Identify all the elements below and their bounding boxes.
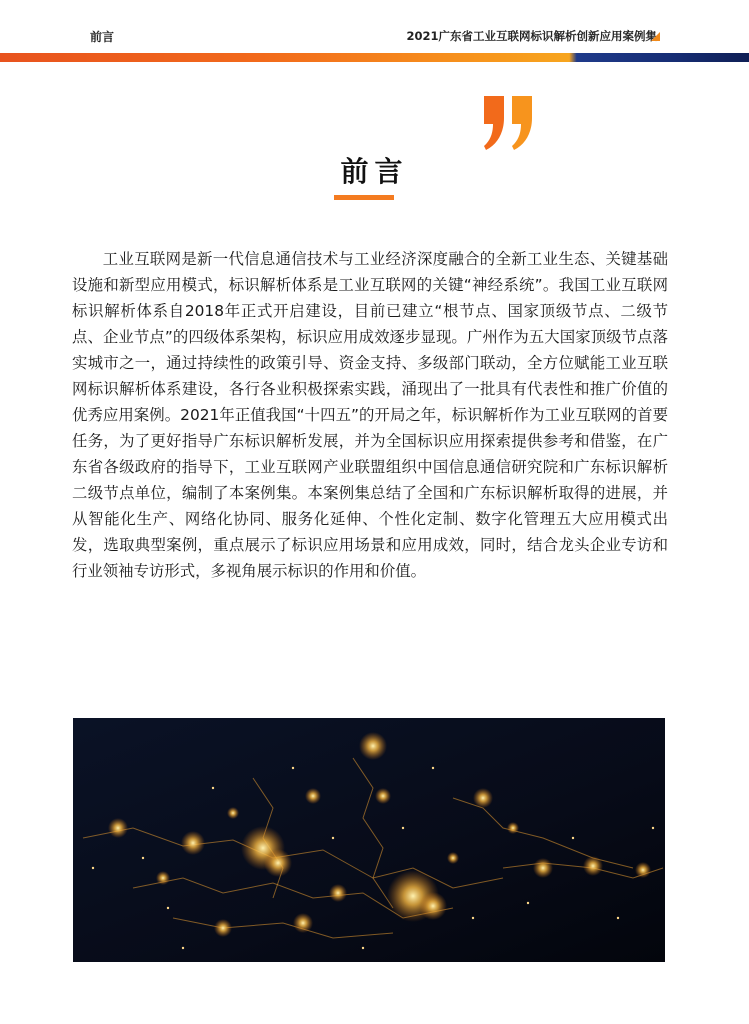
header-color-bar xyxy=(0,53,749,62)
book-title: 2021广东省工业互联网标识解析创新应用案例集 xyxy=(406,29,657,43)
title-underline xyxy=(334,195,394,200)
section-label: 前言 xyxy=(90,30,115,44)
triangle-icon xyxy=(651,32,660,41)
body-paragraph: 工业互联网是新一代信息通信技术与工业经济深度融合的全新工业生态、关键基础设施和新型应用模式，标识解析体系是工业互联网的关键“神经系统”。我国工业互联网标识解析体系自2018年正式开启建设，目前已建立“根节点、国家顶级节点、二级节点、企业节点”的四级体系架构，标识应用成效逐步显现。广州作为五大国家顶级节点落实城市之一，通过持续性的政策引导、资金支持、多级部门联动，全方位赋能工业互联网标识解析体系建设，各行各业积极探索实践，涌现出了一批具有代表性和推广价值的优秀应用案例。2021年正值我国“十四五”的开局之年，标识解析作为工业互联网的首要任务，为了更好指导广东标识解析发展，并为全国标识应用探索提供参考和借鉴，在广东省各级政府的指导下，工业互联网产业联盟组织中国信息通信研究院和广东标识解析二级节点单位，编制了本案例集。本案例集总结了全国和广东标识解析取得的进展，并从智能化生产、网络化协同、服务化延伸、个性化定制、数字化管理五大应用模式出发，选取典型案例，重点展示了标识应用场景和应用成效，同时，结合龙头企业专访和行业领袖专访形式，多视角展示标识的作用和价值。 xyxy=(72,250,668,580)
page-title: 前言 xyxy=(340,155,409,188)
city-lights-night-photo xyxy=(73,718,665,962)
quote-icon xyxy=(480,92,538,152)
page-header xyxy=(0,0,749,52)
